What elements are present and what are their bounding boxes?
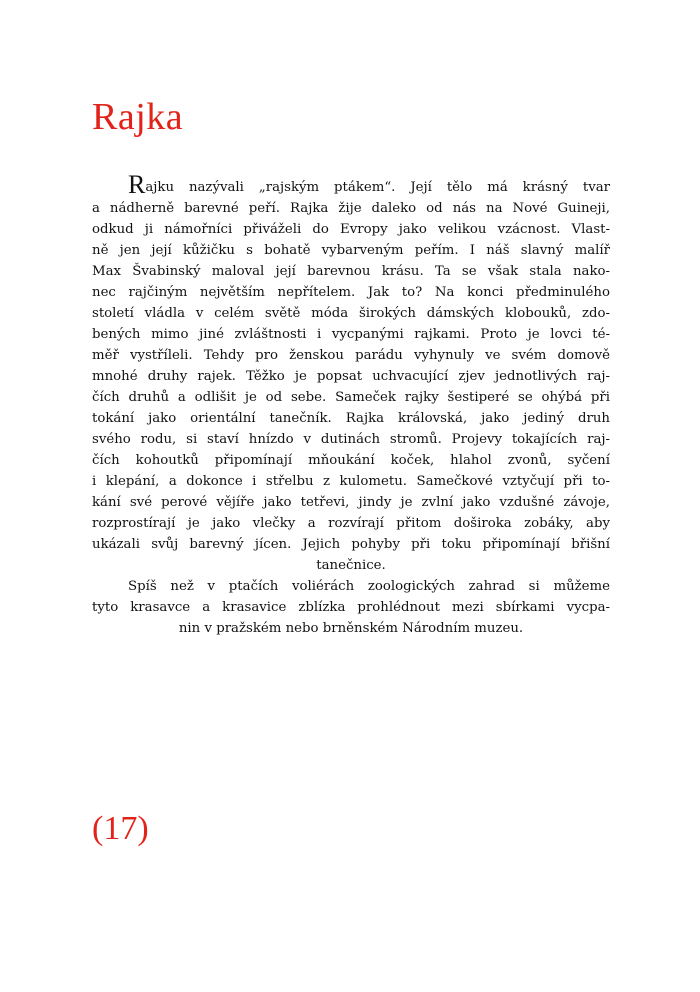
article-body bbox=[92, 172, 610, 639]
text-line: čích druhů a odlišit je od sebe. Sameček rajky šestiperé se ohýbá při bbox=[92, 390, 610, 405]
text-line-content: ajku nazývali „rajským ptákem“. Její tělo má krásný tvar bbox=[145, 180, 610, 195]
drop-cap: R bbox=[128, 170, 146, 199]
text-line: ukázali svůj barevný jícen. Jejich pohyby při toku připomínají břišní bbox=[92, 537, 610, 552]
text-line: a nádherně barevné peří. Rajka žije daleko od nás na Nové Guineji, bbox=[92, 201, 610, 216]
page-title: Rajka bbox=[92, 96, 184, 138]
text-line: čích kohoutků připomínají mňoukání koček, hlahol zvonů, syčení bbox=[92, 453, 610, 468]
text-line: kání své perové vějíře jako tetřevi, jindy je zvlní jako vzdušné závoje, bbox=[92, 495, 610, 510]
text-line bbox=[92, 172, 610, 198]
text-line: tanečnice. bbox=[316, 558, 386, 573]
text-line: rozprostírají je jako vlečky a rozvírají přitom doširoka zobáky, aby bbox=[92, 516, 610, 531]
text-line: tokání jako orientální tanečník. Rajka královská, jako jediný druh bbox=[92, 411, 610, 426]
text-line: století vládla v celém světě móda širokých dámských klobouků, zdo- bbox=[92, 306, 610, 321]
text-line: bených mimo jiné zvláštnosti i vycpanými rajkami. Proto je lovci té- bbox=[92, 327, 610, 342]
text-line: odkud ji námořníci přiváželi do Evropy jako velikou vzácnost. Vlast- bbox=[92, 222, 610, 237]
text-line: nin v pražském nebo brněnském Národním muzeu. bbox=[178, 621, 524, 636]
text-line: svého rodu, si staví hnízdo v dutinách stromů. Projevy tokajících raj- bbox=[92, 432, 610, 447]
text-line: ně jen její kůžičku s bohatě vybarveným peřím. I náš slavný malíř bbox=[92, 243, 610, 258]
text-line: mnohé druhy rajek. Těžko je popsat uchvacující zjev jednotlivých raj- bbox=[92, 369, 610, 384]
text-line: nec rajčiným největším nepřítelem. Jak to? Na konci předminulého bbox=[92, 285, 610, 300]
text-line: i klepání, a dokonce i střelbu z kulometu. Samečkové vztyčují při to- bbox=[92, 474, 610, 489]
text-line: měř vystříleli. Tehdy pro ženskou parádu vyhynuly ve svém domově bbox=[92, 348, 610, 363]
text-line: Spíš než v ptačích voliérách zoologických zahrad si můžeme bbox=[128, 579, 610, 594]
text-line: tyto krasavce a krasavice zblízka prohlédnout mezi sbírkami vycpa- bbox=[92, 600, 610, 615]
text-line: Max Švabinský maloval její barevnou krásu. Ta se však stala nako- bbox=[92, 264, 610, 279]
page-number: (17) bbox=[92, 810, 149, 847]
